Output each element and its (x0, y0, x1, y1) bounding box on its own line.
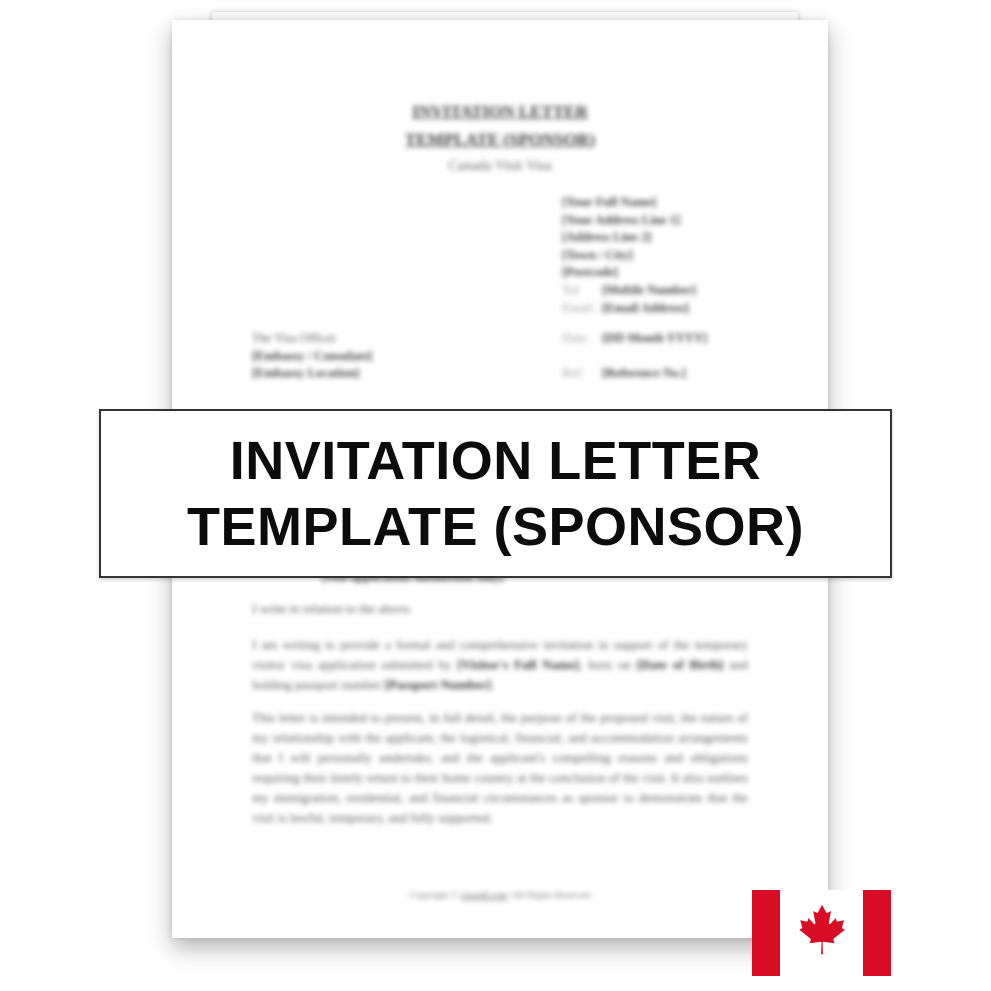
maple-leaf-icon (786, 900, 858, 966)
date-row (562, 330, 707, 348)
para1-text: , born on (579, 657, 637, 672)
document-heading (172, 98, 828, 175)
dob-placeholder: [Date of Birth] (636, 657, 724, 672)
flag-left-bar (752, 890, 780, 976)
tel-label: Tel: (562, 282, 582, 297)
copyright-suffix: | All Rights Reserved (507, 891, 591, 901)
recipient-line1: The Visa Officer (252, 331, 337, 345)
document-title-line2: TEMPLATE (SPONSOR) (404, 130, 595, 149)
sender-tel-row (562, 282, 696, 300)
ref-value: [Reference No.] (602, 366, 686, 381)
recipient-line3: [Embassy Location] (252, 366, 360, 381)
paragraph-2: This letter is intended to present, in full detail, the purpose of the proposed visit, the nature of my relationship with the applicant, the logistical, financial, and accommodation arrangements that I will personally undertake, and the applicant's compelling reasons and obligations requiring their timely return to their home country at the conclusion of the visit. It also outlines my immigration, residential, and financial circumstances as sponsor to demonstrate that the visit is lawful, temporary, and fully supported. (252, 710, 748, 825)
para1-text: and holding passport number (252, 657, 748, 692)
tel-value: [Mobile Number] (602, 282, 697, 297)
sender-email-row (562, 300, 696, 318)
ref-label: Ref: (562, 366, 584, 381)
date-value: [DD Month YYYY] (602, 331, 708, 345)
email-label: Email: (562, 300, 596, 315)
title-banner (99, 409, 892, 578)
banner-line2: TEMPLATE (SPONSOR) (186, 496, 804, 557)
banner-line1: INVITATION LETTER (229, 430, 762, 491)
paragraph-1 (252, 635, 748, 695)
flag-right-bar (863, 890, 891, 976)
para1-text: . (491, 677, 495, 692)
document-title-line1: INVITATION LETTER (412, 102, 588, 121)
sender-name: [Your Full Name] (562, 195, 657, 209)
date-label: Date: (562, 331, 590, 345)
date-ref-block (562, 330, 707, 400)
sender-postcode: [Postcode] (562, 265, 618, 280)
email-value: [Email Address] (602, 300, 689, 315)
visitor-name-placeholder: [Visitor's Full Name] (457, 657, 580, 672)
ref-row (562, 365, 707, 383)
para1-text: I am writing to provide a formal and comprehensive invitation in support of the temporary visitor visa application submitted by (252, 637, 748, 672)
recipient-block (252, 330, 372, 383)
sender-address-block (562, 194, 696, 317)
sender-address-2: [Address Line 2] (562, 230, 652, 245)
sender-town: [Town / City] (562, 247, 633, 262)
passport-placeholder: [Passport Number] (384, 677, 492, 692)
flag-center (780, 890, 863, 976)
sender-address-1: [Your Address Line 1] (562, 212, 681, 227)
copyright-footer (172, 891, 828, 901)
copyright-prefix: Copyright © (409, 891, 461, 901)
canada-flag (752, 890, 891, 976)
document-subtitle: Canada Visit Visa (448, 158, 552, 174)
intro-line: I write in relation to the above. (252, 601, 413, 616)
recipient-line2: [Embassy / Consulate] (252, 348, 373, 363)
copyright-link[interactable]: visapdf.com (460, 891, 507, 901)
